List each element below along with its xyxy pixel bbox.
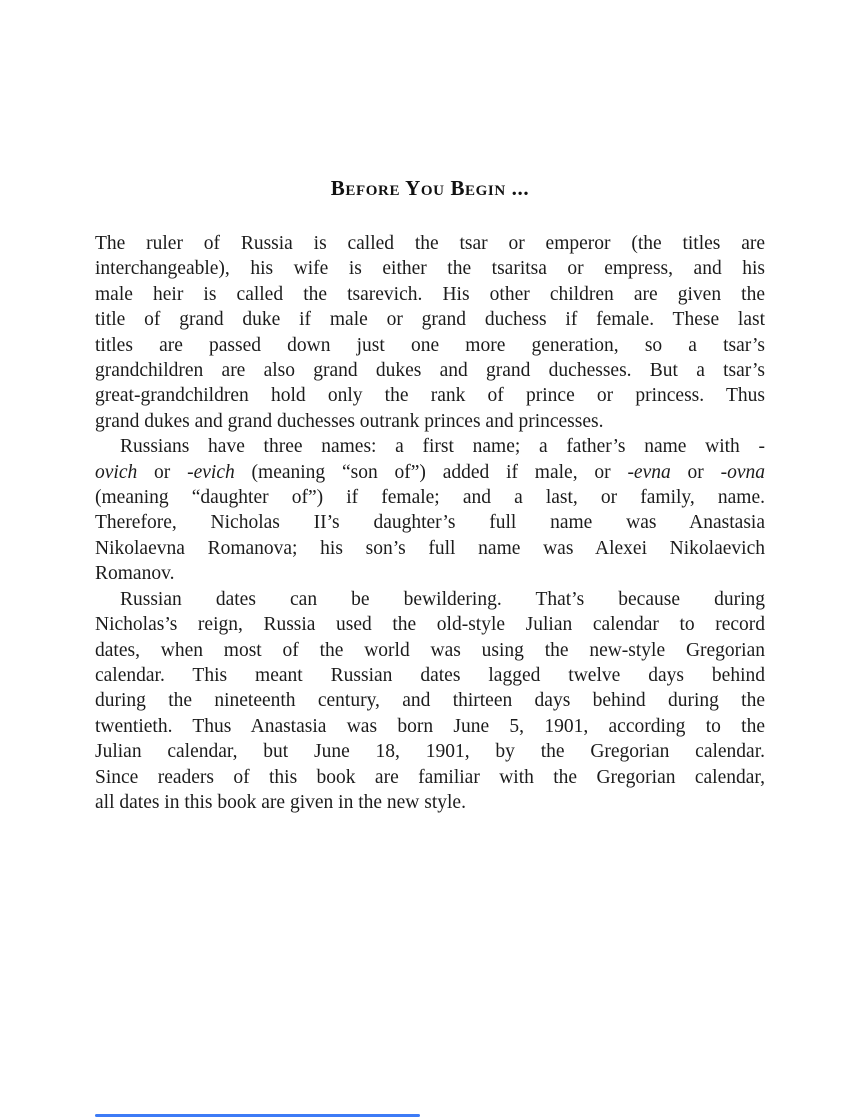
text-line: Julian calendar, but June 18, 1901, by the Gregorian calendar.: [95, 741, 765, 763]
page-body: [95, 231, 765, 815]
text-line: Nikolaevna Romanova; his son’s full name was Alexei Nikolaevich: [95, 537, 765, 559]
progress-line: [95, 1114, 420, 1117]
text-line: dates, when most of the world was using the new-style Gregorian: [95, 639, 765, 661]
text-line: grand dukes and grand duchesses outrank princes and princesses.: [95, 410, 604, 432]
text-line: grandchildren are also grand dukes and grand duchesses. But a tsar’s: [95, 360, 765, 382]
text-line: great-grandchildren hold only the rank of prince or princess. Thus: [95, 385, 765, 407]
text-line: The ruler of Russia is called the tsar or emperor (the titles are: [95, 233, 765, 254]
text-line: Therefore, Nicholas II’s daughter’s full name was Anastasia: [95, 512, 765, 534]
text-line: Romanov.: [95, 563, 175, 585]
text-line: male heir is called the tsarevich. His other children are given the: [95, 283, 765, 305]
text-line: Russians have three names: a first name; a father’s name with -: [120, 436, 765, 458]
text-line: (meaning “daughter of”) if female; and a last, or family, name.: [95, 487, 765, 509]
text-line: Nicholas’s reign, Russia used the old-style Julian calendar to record: [95, 614, 765, 636]
page-title: Before You Begin ...: [330, 176, 530, 200]
text-line: interchangeable), his wife is either the tsaritsa or empress, and his: [95, 258, 765, 280]
text-line: titles are passed down just one more generation, so a tsar’s: [95, 334, 765, 356]
text-line: ovich or -evich (meaning “son of”) added if male, or -evna or -ovna: [95, 461, 766, 483]
text-line: all dates in this book are given in the new style.: [95, 791, 466, 813]
text-line: during the nineteenth century, and thirteen days behind during the: [95, 690, 765, 712]
text-line: calendar. This meant Russian dates lagged twelve days behind: [95, 664, 765, 686]
text-line: Russian dates can be bewildering. That’s because during: [120, 588, 765, 610]
text-line: title of grand duke if male or grand duchess if female. These last: [95, 309, 765, 331]
text-line: Since readers of this book are familiar with the Gregorian calendar,: [95, 766, 765, 788]
text-line: twentieth. Thus Anastasia was born June 5, 1901, according to the: [95, 715, 765, 737]
